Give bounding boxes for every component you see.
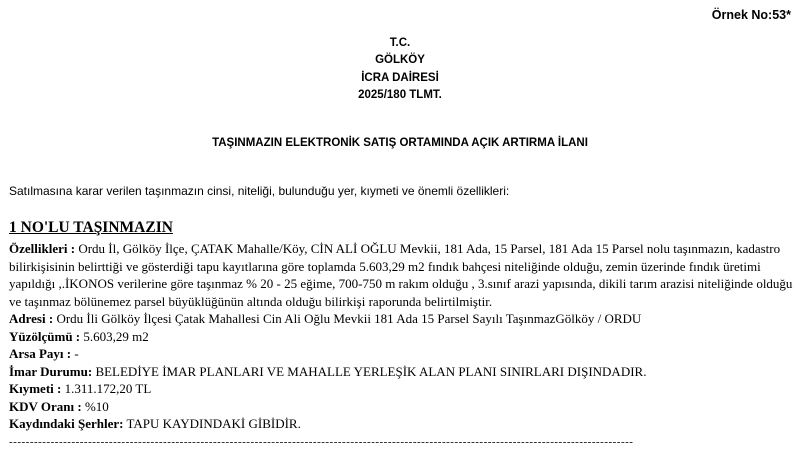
share-label: Arsa Payı : xyxy=(9,346,72,361)
features-row xyxy=(9,240,793,310)
value-label: Kıymeti : xyxy=(9,381,62,396)
zoning-value: BELEDİYE İMAR PLANLARI VE MAHALLE YERLEŞİK ALAN PLANI SINIRLARI DIŞINDADIR. xyxy=(92,363,647,379)
zoning-row xyxy=(9,363,793,381)
conditions-row xyxy=(9,415,793,433)
address-label: Adresi : xyxy=(9,311,54,326)
area-value: 5.603,29 m2 xyxy=(80,328,149,344)
vat-row xyxy=(9,398,793,416)
divider-line: ------------------------------------------------------------------------------------------------------------------------------------------------------ xyxy=(9,436,634,448)
property-heading: 1 NO'LU TAŞINMAZIN xyxy=(9,219,173,236)
conditions-label: Kaydındaki Şerhler: xyxy=(9,416,124,431)
document-title: TAŞINMAZIN ELEKTRONİK SATIŞ ORTAMINDA AÇIK ARTIRMA İLANI xyxy=(212,137,588,149)
share-row xyxy=(9,345,793,363)
property-details xyxy=(9,240,793,433)
value-value: 1.311.172,20 TL xyxy=(61,381,152,396)
address-value: Ordu İli Gölköy İlçesi Çatak Mahallesi Cin Ali Oğlu Mevkii 181 Ada 15 Parsel Sayılı TaşınmazGölköy / ORDU xyxy=(53,311,642,326)
vat-value: %10 xyxy=(81,398,109,414)
features-value: Ordu İl, Gölköy İlçe, ÇATAK Mahalle/Köy, CİN ALİ OĞLU Mevkii, 181 Ada, 15 Parsel, 181 Ada 15 Parsel nolu taşınmazın, kadastro bilirkişisinin belirttiği ve gösterdiği tapu kayıtlarına göre toplamda 5.603,29 m2 fındık bahçesi niteliğinde olduğu, zemin üzerinde fındık üretimi yapıldığı ,.İKONOS verilerine göre taşınmaz % 20 - 25 eğime, 700-750 m rakım olduğu , 3.sınıf arazi yapısında, dikili tarım arazisi niteliğinde olduğu ve taşınmaz bölünemez parsel büyüklüğünün altında olduğu bilirkişi raporunda belirtilmiştir. xyxy=(9,241,793,309)
zoning-label: İmar Durumu: xyxy=(9,363,93,379)
intro-text: Satılmasına karar verilen taşınmazın cinsi, niteliği, bulunduğu yer, kıymeti ve önemli özellikleri: xyxy=(9,184,510,198)
conditions-value: TAPU KAYDINDAKİ GİBİDİR. xyxy=(123,416,301,431)
document-header xyxy=(0,35,800,104)
area-row xyxy=(9,328,793,346)
header-line-district: GÖLKÖY xyxy=(375,54,425,67)
header-line-tc: T.C. xyxy=(389,37,411,49)
features-label: Özellikleri : xyxy=(9,241,76,256)
sample-number: Örnek No:53* xyxy=(711,8,791,22)
address-row xyxy=(9,310,793,328)
area-label: Yüzölçümü : xyxy=(9,328,81,344)
value-row xyxy=(9,380,793,398)
vat-label: KDV Oranı : xyxy=(9,398,82,414)
share-value: - xyxy=(71,346,79,361)
header-line-file-no: 2025/180 TLMT. xyxy=(358,88,442,101)
header-line-office: İCRA DAİRESİ xyxy=(361,71,439,84)
